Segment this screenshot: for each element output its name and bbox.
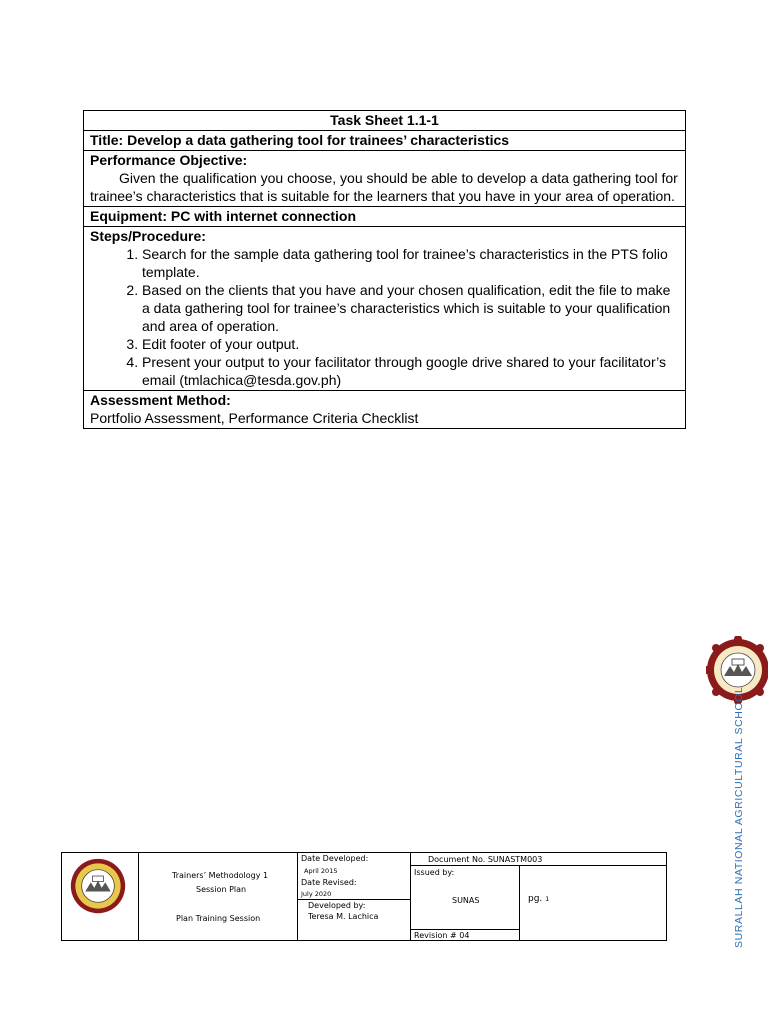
equipment: Equipment: PC with internet connection bbox=[84, 207, 686, 227]
issued-by-value: SUNAS bbox=[452, 896, 480, 905]
objective-label: Performance Objective: bbox=[90, 152, 248, 168]
assessment-cell bbox=[84, 391, 686, 429]
step-item: 4. Present your output to your facilitator through google drive shared to your facilitator’s email (tmlachica@tesda.gov.ph) bbox=[142, 353, 675, 389]
document-number: Document No. SUNASTM003 bbox=[428, 855, 543, 864]
footer-course-line3: Plan Training Session bbox=[176, 914, 261, 923]
step-item: 3. Edit footer of your output. bbox=[142, 335, 675, 353]
steps-cell bbox=[84, 227, 686, 391]
date-revised-label: Date Revised: bbox=[301, 878, 357, 887]
performance-objective-cell bbox=[84, 151, 686, 207]
page-number: 1 bbox=[545, 895, 550, 903]
steps-label: Steps/Procedure: bbox=[90, 228, 206, 244]
objective-text: Given the qualification you choose, you should be able to develop a data gathering tool for trainee’s characteristics that is suitable for the learners that you have in your area of operation. bbox=[90, 170, 678, 204]
footer-course-line2: Session Plan bbox=[196, 885, 247, 894]
footer-course-line1: Trainers’ Methodology 1 bbox=[172, 871, 269, 880]
page-label bbox=[528, 894, 549, 904]
footer-seal-icon bbox=[69, 855, 127, 917]
document-footer bbox=[61, 852, 667, 941]
date-developed-value: April 2015 bbox=[304, 867, 338, 875]
developed-by-value: Teresa M. Lachica bbox=[308, 912, 379, 921]
revision-number: Revision # 04 bbox=[414, 931, 470, 940]
step-item: 2. Based on the clients that you have and your chosen qualification, edit the file to make a data gathering tool for trainee’s characteristics which is suitable to your qualification and area of operation. bbox=[142, 281, 675, 335]
steps-list bbox=[90, 245, 685, 389]
assessment-label: Assessment Method: bbox=[90, 392, 231, 408]
task-sheet-table bbox=[83, 110, 686, 429]
step-item: 1. Search for the sample data gathering tool for trainee’s characteristics in the PTS folio template. bbox=[142, 245, 675, 281]
date-developed-label: Date Developed: bbox=[301, 854, 369, 863]
task-title: Title: Develop a data gathering tool for trainees’ characteristics bbox=[84, 131, 686, 151]
issued-by-label: Issued by: bbox=[414, 868, 455, 877]
task-sheet-header: Task Sheet 1.1-1 bbox=[84, 111, 686, 131]
school-name-vertical: SURALLAH NATIONAL AGRICULTURAL SCHOOL bbox=[733, 686, 745, 948]
page-prefix: pg. bbox=[528, 894, 543, 904]
developed-by-label: Developed by: bbox=[308, 901, 366, 910]
date-revised-value: July 2020 bbox=[301, 890, 332, 898]
assessment-text: Portfolio Assessment, Performance Criteria Checklist bbox=[90, 410, 419, 426]
